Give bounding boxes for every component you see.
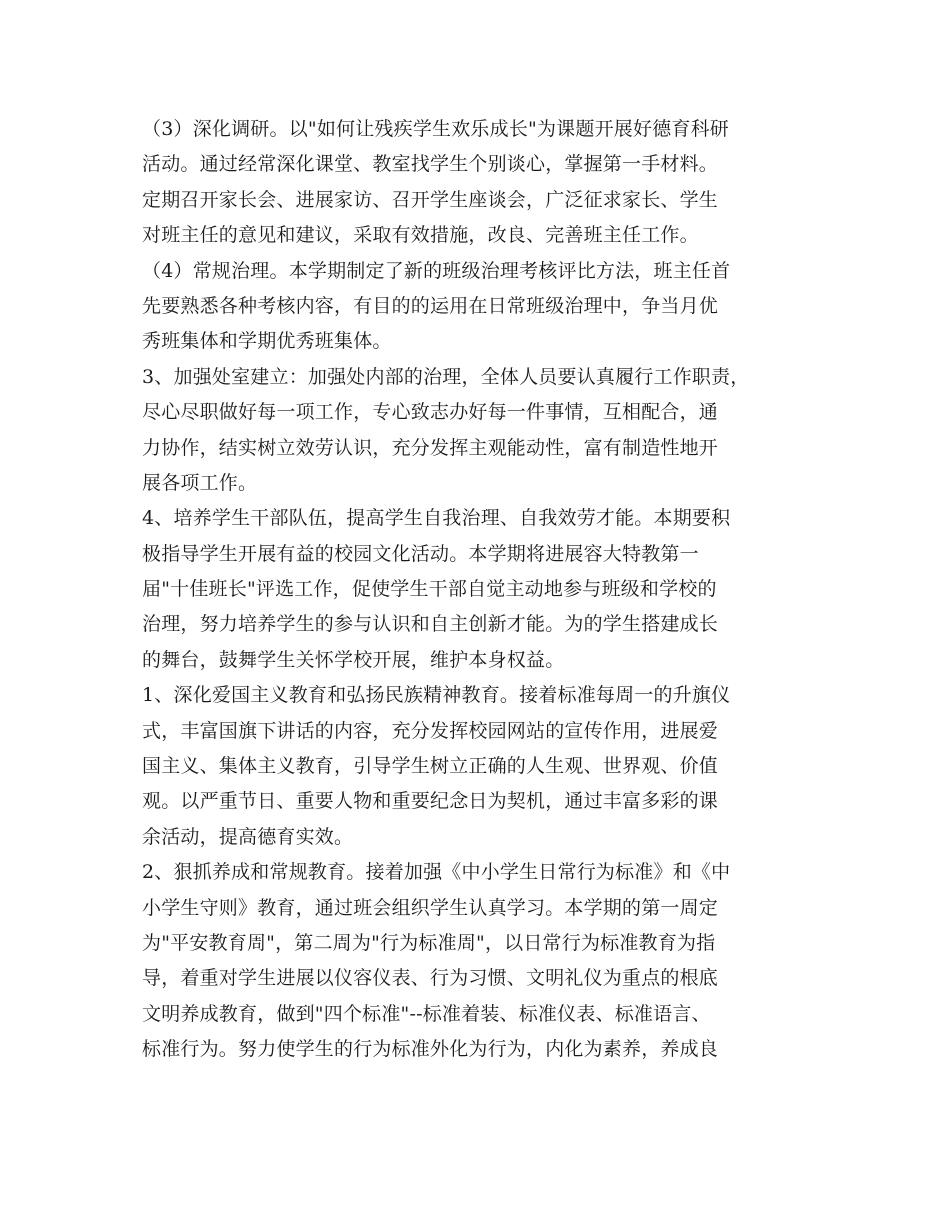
text-line: 观。以严重节日、重要人物和重要纪念日为契机，通过丰富多彩的课: [142, 790, 719, 813]
text-line: 届"十佳班长"评选工作，促使学生干部自觉主动地参与班级和学校的: [142, 578, 717, 601]
document-body: [142, 112, 810, 1068]
text-line: 尽心尽职做好每一项工作，专心致志办好每一件事情，互相配合，通: [142, 401, 719, 424]
text-line: 的舞台，鼓舞学生关怀学校开展，维护本身权益。: [142, 648, 565, 671]
text-line: 式，丰富国旗下讲话的内容，充分发挥校园网站的宣传作用，进展爱: [142, 719, 719, 742]
text-line: 余活动，提高德育实效。: [142, 825, 354, 848]
text-line: 极指导学生开展有益的校园文化活动。本学期将进展容大特教第一: [142, 542, 699, 565]
text-line: 展各项工作。: [142, 471, 258, 494]
text-line: （3）深化调研。以"如何让残疾学生欢乐成长"为课题开展好德育科研: [142, 118, 729, 140]
text-line: 小学生守则》教育，通过班会组织学生认真学习。本学期的第一周定: [142, 896, 719, 919]
text-line: （4）常规治理。本学期制定了新的班级治理考核评比方法，班主任首: [142, 259, 731, 282]
text-line: 先要熟悉各种考核内容，有目的的运用在日常班级治理中，争当月优: [142, 294, 719, 317]
text-line: 标准行为。努力使学生的行为标准外化为行为，内化为素养，养成良: [142, 1038, 719, 1061]
text-line: 为"平安教育周"，第二周为"行为标准周"，以日常行为标准教育为指: [142, 931, 716, 954]
text-line: 对班主任的意见和建议，采取有效措施，改良、完善班主任工作。: [142, 224, 699, 247]
text-line: 秀班集体和学期优秀班集体。: [142, 330, 392, 353]
text-line: 力协作，结实树立效劳认识，充分发挥主观能动性，富有制造性地开: [142, 436, 719, 459]
text-line: 治理，努力培养学生的参与认识和自主创新才能。为的学生搭建成长: [142, 613, 719, 636]
text-line: 导，着重对学生进展以仪容仪表、行为习惯、文明礼仪为重点的根底: [142, 967, 719, 990]
text-line: 国主义、集体主义教育，引导学生树立正确的人生观、世界观、价值: [142, 755, 719, 778]
text-line: 文明养成教育，做到"四个标准"--标准着装、标准仪表、标准语言、: [142, 1002, 711, 1025]
text-line: 3、加强处室建立：加强处内部的治理，全体人员要认真履行工作职责，: [142, 365, 750, 388]
text-line: 4、培养学生干部队伍，提高学生自我治理、自我效劳才能。本期要积: [142, 507, 731, 530]
text-line: 1、深化爱国主义教育和弘扬民族精神教育。接着标准每周一的升旗仪: [142, 684, 731, 707]
text-line: 2、狠抓养成和常规教育。接着加强《中小学生日常行为标准》和《中: [142, 861, 731, 884]
text-line: 定期召开家长会、进展家访、召开学生座谈会，广泛征求家长、学生: [142, 188, 719, 211]
text-line: 活动。通过经常深化课堂、教室找学生个别谈心，掌握第一手材料。: [142, 153, 719, 176]
